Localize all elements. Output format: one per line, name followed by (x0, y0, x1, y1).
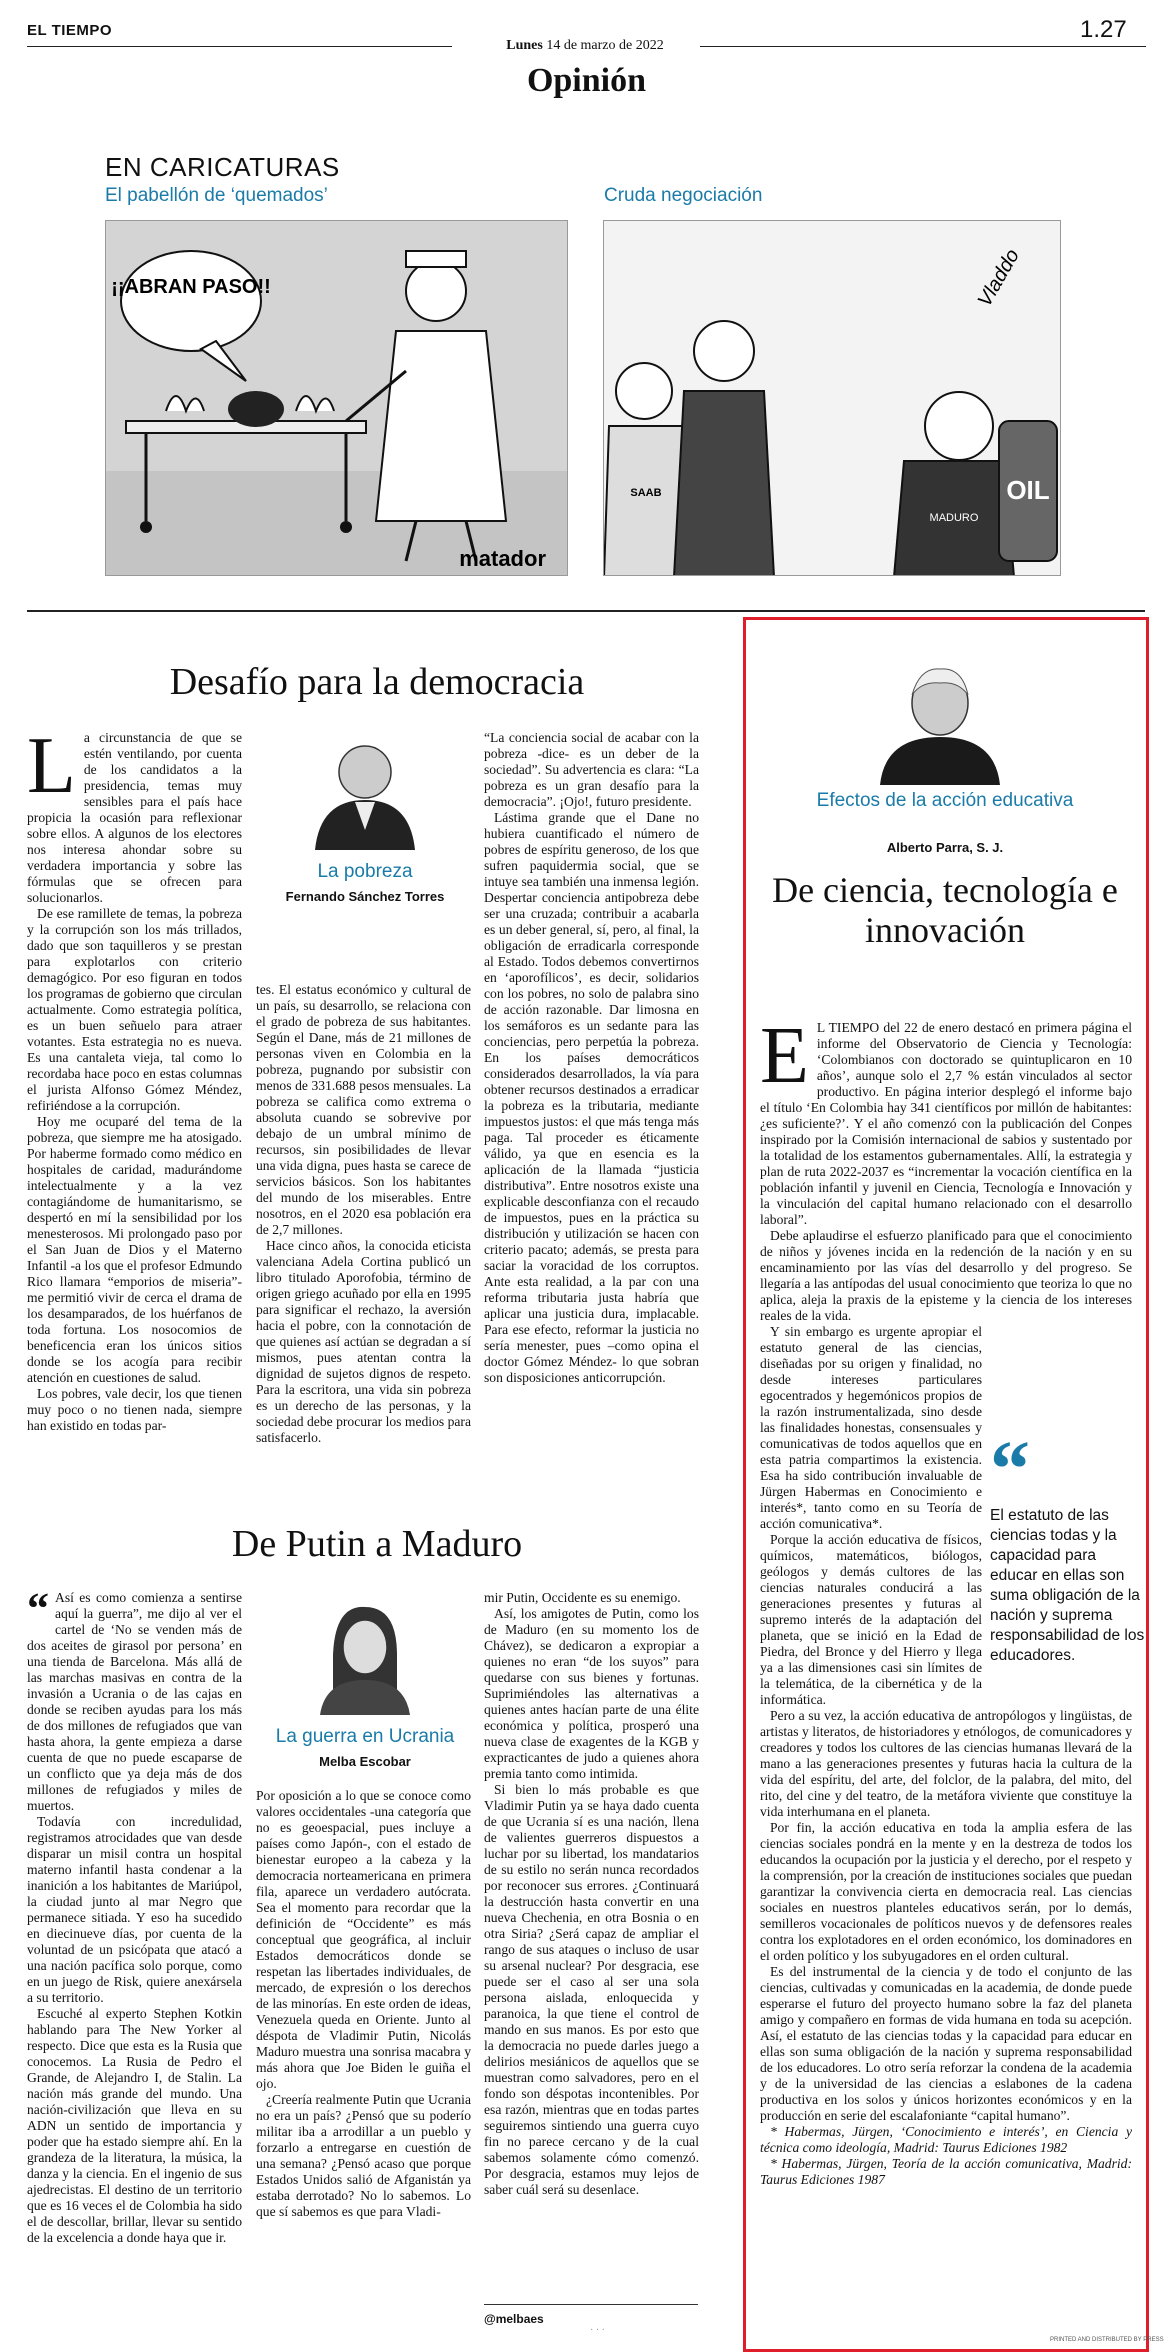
article2-open-quote: “ (27, 1584, 49, 1633)
article2-paragraph: Por oposición a lo que se conoce como valores occidentales -una categoría que no es geoespacial, pues incluye a países como Japón-, con el estado de bienestar europeo a la cabeza y la democracia norteamericana en primera fila, aparece un verdadero autócrata. Sea el momento para recordar que la definición de “Occidente” es más conceptual que geográfica, al incluir Estados democráticos donde se respetan las libertades individuales, de mercado, de expresión o los derechos de las minorías. En este orden de ideas, Venezuela queda en Oriente. Junto al déspota de Vladimir Putin, Nicolás Maduro muestra una sonrisa macabra y más ahora que Joe Biden le guiña el ojo. (256, 1788, 471, 2091)
issue-date (440, 38, 730, 54)
article1-column-1 (27, 722, 242, 1434)
article1-paragraph: Lástima grande que el Dane no hubiera cuantificado el número de pobres de espíritu generoso, de los que sufren paquidermia social, que se intuye sea también una inmensa legión. Despertar conciencia antipobreza debe ser una cruzada; contribuir a acabarla es un deber general, sí, pero, al final, la obligación de erradicarla corresponde al Estado. Todos debemos convertirnos en ‘aporofílicos’, es decir, solidarios con los pobres, no solo de palabra sino de acción razonable. Dar limosna en los semáforos es un sedante para las conciencias, pero perpetúa la pobreza. En los países democráticos considerados desarrollados, la vía para obtener recursos destinados a erradicar la pobreza es la tributaria, mediante impuestos justos: el que más tenga más paga. Tal proceder es éticamente válido, ya que en esencia es la aplicación de la llamada “justicia distributiva”. Entre nosotros existe una explicable desconfianza con el recaudo de impuestos, pues en la práctica su distribución y utilización se hacen con criterio pacato; además, se presta para saciar la voracidad de los corruptos. Ante esta realidad, a la par con una reforma tributaria justa habría que aplicar una justicia dura, implacable. Para ese efecto, reformar la justicia no sería menester, pues –como opina el doctor Gómez Méndez- lo que sobran son disposiciones anticorrupción. (484, 810, 699, 1385)
article1-paragraph: Hoy me ocuparé del tema de la pobreza, que siempre me ha atosigado. Por haberme formado como médico en hospitales de caridad, madurándome intelectualmente y a la vez contagiándome de humanitarismo, se despertó en mí la sensibilidad por los menesterosos. Mi prolongado paso por el San Juan de Dios y el Materno Infantil -a los que el profesor Edmundo Rico llamara “emporios de miseria”- me permitió vivir de cerca el drama de los desamparados, de los huérfanos de toda fortuna. Los nosocomios de beneficencia eran los únicos sitios donde se los acogía para recibir atención en cuestiones de salud. (27, 1114, 242, 1385)
article2-paragraph: mir Putin, Occidente es su enemigo. (484, 1590, 681, 1605)
article1-dropcap: L (27, 722, 76, 810)
cartoon-right-image (603, 220, 1061, 576)
cartoon-right-signature: Vladdo (973, 245, 1024, 311)
newspaper-logo: EL TIEMPO (27, 22, 113, 39)
article2-column-3 (484, 1590, 699, 2198)
article2-headline: De Putin a Maduro (231, 1523, 523, 1565)
footer-ornament: · · · (590, 2325, 605, 2336)
article3-author: Alberto Parra, S. J. (886, 840, 1004, 855)
pull-quote-text: El estatuto de las ciencias todas y la capacidad para educar en ellas son suma obligación de la nación y suprema responsabilidad de los educadores. (990, 1507, 1145, 1664)
article2-paragraph: Así es como comienza a sentirse aquí la guerra”, me dijo al ver el cartel de ‘No se venden más de dos aceites de girasol por persona’ en una tienda de Barcelona. Más allá de las marchas masivas en contra de la invasión a Ucrania o de las cajas en donde se reciben ayudas para los más de dos millones de refugiados que van hasta ahora, la gente empieza a darse cuenta de que no puede escaparse de un conflicto que ya deja más de dos millones de refugiados y miles de muertos. (27, 1590, 242, 1813)
article2-author: Melba Escobar (319, 1754, 411, 1769)
article3-pull-quote (990, 1426, 1146, 1666)
article3-paragraph: Por fin, la acción educativa en toda la amplia esfera de las ciencias sociales pondrá en la mente y en la destreza de todos los educandos la ocupación por la justicia y el derecho, por el respeto y la comprensión, por la creación de instituciones sociales que puedan garantizar la convivencia cierta en democracia real. Las ciencias sociales en nuestros planteles educativos serán, por lo demás, semilleros vocacionales de políticos nuevos y de defensores reales contra los explotadores en el orden económico, los dominadores en el orden político y los subyugadores en el orden cultural. (760, 1820, 1132, 1963)
article3-paragraph: Pero a su vez, la acción educativa de antropólogos y lingüistas, de artistas y literatos, de historiadores y etnólogos, de comunicadores y creadores y todos los cultores de las ciencias humanas llevará de la mano a las generaciones presentes y futuras hacia la cultura de la vida del espíritu, del arte, del folclor, de la palabra, del mito, del rito, del cine y del teatro, de la metáfora viviente que constituye la vida interhumana en el planeta. (760, 1708, 1132, 1819)
article1-paragraph: tes. El estatus económico y cultural de un país, su desarrollo, se relaciona con el grado de pobreza de sus habitantes. Según el Dane, más de 21 millones de personas viven en Colombia en la pobreza, pugnando por subsistir con menos de 331.688 pesos mensuales. La pobreza se califica como extrema o absoluta cuando se sobrevive por debajo de un umbral mínimo de recursos, sin posibilidades de llevar una vida digna, pues hasta se carece de servicios básicos. Son los habitantes del mundo de los miserables. Entre nosotros, en el 2020 esa población era de 2,7 millones. (256, 982, 471, 1237)
author-photo-sanchez (305, 730, 425, 850)
article2-footer-rule (484, 2304, 698, 2305)
cartoon-right-caption: Cruda negociación (604, 185, 763, 206)
article1-paragraph: Hace cinco años, la conocida eticista valenciana Adela Cortina publicó un libro titulado Aporofobia, término de origen griego acuñado por ella en 1995 para significar el rechazo, la aversión hacia el pobre, con la connotación de que quienes así actúan se degradan a sí mismos, pues atentan contra la dignidad de sujetos dignos de respeto. Para la escritora, una vida sin pobreza es un derecho de las personas, y la sociedad debe procurar los medios para satisfacerlo. (256, 1238, 471, 1445)
section-title: Opinión (526, 62, 647, 99)
article3-paragraph: L TIEMPO del 22 de enero destacó en primera página el informe del Observatorio de Ciencia y Tecnología: ‘Colombianos con doctorado se quintuplicaron en 10 años’, aunque solo el 2,7 % están vinculados al sector productivo. En página interior desplegó el informe bajo el título ‘En Colombia hay 341 científicos por millón de habitantes: ¿es suficiente?’. Y el año comenzó con la publicación del Conpes inspirado por la Comisión internacional de sabios y sustentado por la totalidad de los estamentos gubernamentales. Allí, la estrategia y plan de ruta 2022-2037 es “incrementar la vocación científica en la población infantil y juvenil en Ciencia, Tecnología e Innovación y la vinculación del capital humano relacionado con el desarrollo laboral”. (760, 1020, 1132, 1227)
article1-column-2 (256, 982, 471, 1446)
article1-headline: Desafío para la democracia (169, 661, 585, 703)
press-badge: PRINTED AND DISTRIBUTED BY PRESS (1050, 2337, 1164, 2343)
cartoon-left-image (105, 220, 568, 576)
cartoon-negotiation-drawing (604, 221, 1061, 576)
article2-column-1 (27, 1584, 242, 2246)
page-number: 1.27 (1080, 16, 1127, 43)
cartoons-section-title: EN CARICATURAS (105, 152, 340, 182)
article3-paragraph: Y sin embargo es urgente apropiar el estatuto general de las ciencias, diseñadas por su origen y finalidad, no desde intereses particulares egocentrados y hegemónicos propios de la razón instrumentalizada, sino desde las finalidades honestas, consensuales y comunicativas de todos aquellos que en esta patria compartimos la existencia. Esa ha sido contribución invaluable de Jürgen Habermas en Conocimiento e interés*, tanto como en su Teoría de acción comunicativa*. (760, 1324, 982, 1531)
article1-author-box (265, 730, 465, 905)
author-photo-parra (870, 655, 1010, 785)
article3-dropcap: E (760, 1012, 809, 1100)
cartoon-speech-text: ¡¡ABRAN PASO!! (111, 276, 271, 298)
article1-paragraph: “La conciencia social de acabar con la pobreza -dice- es un deber de la sociedad”. Su advertencia es clara: “La pobreza es un gran desafío para la democracia”. ¡Ojo!, futuro presidente. (484, 730, 699, 809)
article2-column-2 (256, 1788, 471, 2220)
article1-paragraph: a circunstancia de que se estén ventilando, por cuenta de los candidatos a la presidencia, temas muy sensibles para el país hace propicia la ocasión para reflexionar sobre ellos. A algunos de los electores nos interesa ahondar sobre su verdadera importancia y sobre las fórmulas que se ofrecen para solucionarlos. (27, 730, 242, 905)
article1-topic: La pobreza (317, 861, 413, 882)
quote-mark-icon: “ (990, 1426, 1030, 1514)
article2-topic: La guerra en Ucrania (275, 1726, 455, 1747)
section-separator (27, 610, 1145, 612)
issue-date-text: 14 de marzo de 2022 (546, 38, 664, 53)
article1-column-3 (484, 730, 699, 1386)
article2-paragraph: Así, los amigotes de Putin, como los de Maduro (en su momento los de Chávez), se dedicaron a expropiar a quienes no eran “de los suyos” para quedarse con sus bienes y fortunas. Suprimiéndoles las alternativas a quienes antes hacían parte de una élite económica y política, prosperó una nueva clase de exagentes de la KGB y expracticantes de judo a quienes ahora premia tanto como intimida. (484, 1606, 699, 1781)
issue-day: Lunes (506, 38, 543, 53)
article2-author-box (265, 1595, 465, 1770)
article3-paragraph: Porque la acción educativa de físicos, químicos, matemáticos, biólogos, geólogos y demás cultores de las ciencias naturales conducirá a las generaciones presentes y futuras al supremo interés de la adaptación del planeta, que se inició en la Edad de Piedra, del Bronce y del Hierro y llega ya a las dimensiones casi sin límites de la telemática, de la cibernética y de la informática. (760, 1532, 982, 1707)
article2-twitter-handle[interactable]: @melbaes (484, 2312, 544, 2326)
article1-paragraph: Los pobres, vale decir, los que tienen muy poco o no tienen nada, siempre han existido en todas par- (27, 1386, 242, 1433)
article1-paragraph: De ese ramillete de temas, la pobreza y la corrupción son los más trillados, dado que son taquilleros y se prestan para explotarlos con criterio demagógico. Por eso figuran en todos los programas de gobierno que circulan actualmente. Como estrategia política, es un buen señuelo para atraer votantes. Esta estrategia no es nueva. Es una cantaleta vieja, tal como lo recordaba hace poco en estas columnas el jurista Alfonso Gómez Méndez, refiriéndose a la corrupción. (27, 906, 242, 1113)
article3-paragraph: Debe aplaudirse el esfuerzo planificado para que el conocimiento de niños y jóvenes incida en la redención de la nación y en su encaminamiento por las vías del desarrollo y del progreso. Se llegaría a las antípodas del usual conocimiento que teoriza lo que no aplica, aleja la praxis de la episteme y la ciencia de los intereses reales de la vida. (760, 1228, 1132, 1323)
cartoon-label-oil: OIL (1006, 475, 1050, 505)
cartoon-left-signature: matador (459, 546, 546, 571)
article3-paragraph: Es del instrumental de la ciencia y de todo el conjunto de las ciencias, cultivadas y comunicadas en la academia, de donde puede esperarse el futuro del proyecto humano sobre la faz del planeta amigo y compañero en formas de vida humana en toda su acepción. Así, el estatuto de las ciencias todas y la capacidad para educar en ellas son suma obligación de la nación y suprema responsabilidad de los educadores. Lo otro sería reforzar la condena de la academia y de la universidad de las ciencias a eslabones de la cadena productiva en los solos y únicos horizontes económicos y en la producción en serie del escalafoniante “capital humano”. (760, 1964, 1132, 2123)
cartoon-left-caption: El pabellón de ‘quemados’ (105, 185, 328, 206)
masthead-rule-right (700, 46, 1146, 47)
cartoon-burn-ward-drawing (106, 221, 568, 576)
article2-paragraph: ¿Creería realmente Putin que Ucrania no era un país? ¿Pensó que su poderío militar iba a arrodillar a un pueblo y forzarlo a entregarse en cuestión de una semana? ¿Pensó acaso que porque Estados Unidos salió de Afganistán ya estaba derrotado? No lo sabemos. Lo que sí sabemos es que para Vladi- (256, 2092, 471, 2219)
author-photo-escobar (305, 1595, 425, 1715)
cartoon-label-saab: SAAB (630, 487, 662, 499)
article2-paragraph: Todavía con incredulidad, registramos atrocidades que van desde disparar un misil contra un hospital materno infantil hasta condenar a la inanición a los habitantes de Mariúpol, la ciudad junto al mar Negro que permanece sitiada. Y eso ha sucedido en diecinueve días, por cuenta de la voluntad de un psicópata que atacó a una nación pacífica solo porque, como en un juego de Risk, quiere anexársela a su territorio. (27, 1814, 242, 2005)
article3-topic: Efectos de la acción educativa (816, 790, 1074, 811)
article1-author: Fernando Sánchez Torres (285, 889, 445, 904)
article2-paragraph: Si bien lo más probable es que Vladimir Putin ya se haya dado cuenta de que Ucrania sí es una nación, llena de valientes guerreros dispuestos a luchar por su libertad, los mandatarios de su estilo no serán nunca recordados por reconocer sus errores. ¿Continuará la destrucción hasta convertir en una nueva Chechenia, en otra Bosnia o en otra Siria? ¿Será capaz de ampliar el rango de sus ataques o incluso de usar su arsenal nuclear? Por desgracia, ese puede ser el caso al ser una sola persona aislada, enloquecida y paranoica, la que tiene el control de mando en sus manos. Es por esto que la democracia no puede darles juego a delirios mesiánicos de aquellos que se muestran como salvadores, pero en el fondo son déspotas incontenibles. Por esa razón, mientras que en todas partes seguiremos sintiendo una guerra cuyo fin no parece cercano y de la cual sabemos solamente cómo comenzó. Por desgracia, estamos muy lejos de saber cuál será su desenlace. (484, 1782, 699, 2197)
cartoon-label-maduro: MADURO (929, 512, 979, 524)
article3-headline: De ciencia, tecnología e innovación (772, 870, 1118, 950)
article3-footnote: * Habermas, Jürgen, ‘Conocimiento e interés’, en Ciencia y técnica como ideología, Madrid: Taurus Ediciones 1982 (760, 2124, 1132, 2155)
article3-footnote: * Habermas, Jürgen, Teoría de la acción comunicativa, Madrid: Taurus Ediciones 1987 (760, 2156, 1132, 2187)
article2-paragraph: Escuché al experto Stephen Kotkin hablando para The New Yorker al respecto. Dice que esta es la Rusia que conocemos. La Rusia de Pedro el Grande, de Alejandro I, de Stalin. La nación más grande del mundo. Una nación-civilización que lleva en su ADN un sentido de importancia y poder que ha estado siempre ahí. En la grandeza de la literatura, la música, la danza y la ciencia. En el ingenio de sus ajedrecistas. El destino de un territorio que es 16 veces el de Colombia ha sido el de descollar, brillar, llevar su sentido de la excelencia a donde haya que ir. (27, 2006, 242, 2245)
masthead-rule-left (27, 46, 452, 47)
